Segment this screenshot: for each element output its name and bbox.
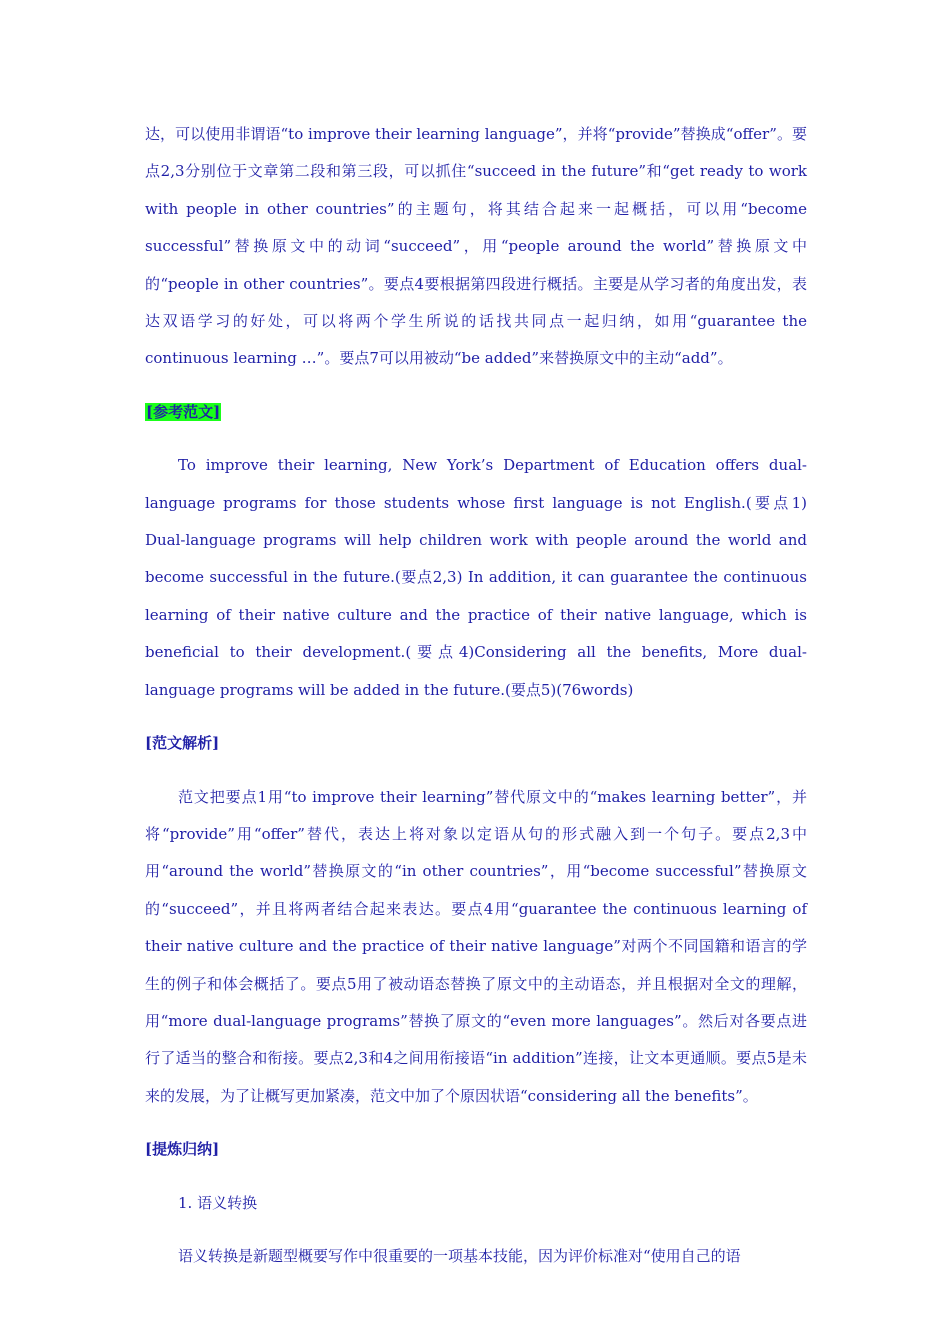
- spacer: [145, 1115, 807, 1131]
- spacer: [145, 378, 807, 394]
- spacer: [145, 1222, 807, 1238]
- document-body: [145, 116, 807, 1275]
- sample-essay-heading: [145, 394, 807, 431]
- spacer: [145, 1169, 807, 1185]
- analysis-heading: [范文解析]: [145, 734, 220, 753]
- list-item-semantic-conversion: 1. 语义转换: [178, 1193, 258, 1212]
- analysis-paragraph: 范文把要点1用“to improve their learning”替代原文中的“makes learning better”，并将“provide”用“offer”替代，表达上将对象以定语从句的形式融入到一个句子。要点2,3中用“around the world”替换原文的“in other countries”，用“become successful”替换原文的“succeed”，并且将两者结合起来表达。要点4用“guarantee the continuous learning of their native culture and the practice of their native language”对两个不同国籍和语言的学生的例子和体会概括了。要点5用了被动语态替换了原文中的主动语态，并且根据对全文的理解，用“more dual-language programs”替换了原文的“even more languages”。然后对各要点进行了适当的整合和衔接。要点2,3和4之间用衔接语“in addition”连接，让文本更通顺。要点5是未来的发展，为了让概写更加紧凑，范文中加了个原因状语“considering all the benefits”。: [145, 787, 807, 1105]
- sample-essay-paragraph: To improve their learning, New York’s Department of Education offers dual-language programs for those students whose first language is not English.(要点1) Dual-language programs will help children work with people around the world and become successful in the future.(要点2,3) In addition, it can guarantee the continuous learning of their native culture and the practice of their native language, which is beneficial to their development.(要点4)Considering all the benefits, More dual-language programs will be added in the future.(要点5)(76words): [145, 456, 807, 699]
- summary-paragraph: 语义转换是新题型概要写作中很重要的一项基本技能，因为评价标准对“使用自己的语: [178, 1246, 741, 1265]
- spacer: [145, 431, 807, 447]
- spacer: [145, 763, 807, 779]
- highlighted-heading: [参考范文]: [146, 402, 221, 421]
- summary-heading: [提炼归纳]: [145, 1140, 220, 1159]
- intro-paragraph: 达，可以使用非谓语“to improve their learning language”，并将“provide”替换成“offer”。要点2,3分别位于文章第二段和第三段，可以抓住“succeed in the future”和“get ready to work with people in other countries”的主题句，将其结合起来一起概括，可以用“become successful”替换原文中的动词“succeed”，用“people around the world”替换原文中的“people in other countries”。要点4要根据第四段进行概括。主要是从学习者的角度出发，表达双语学习的好处，可以将两个学生所说的话找共同点一起归纳，如用“guarantee the continuous learning …”。要点7可以用被动“be added”来替换原文中的主动“add”。: [145, 125, 807, 368]
- spacer: [145, 709, 807, 725]
